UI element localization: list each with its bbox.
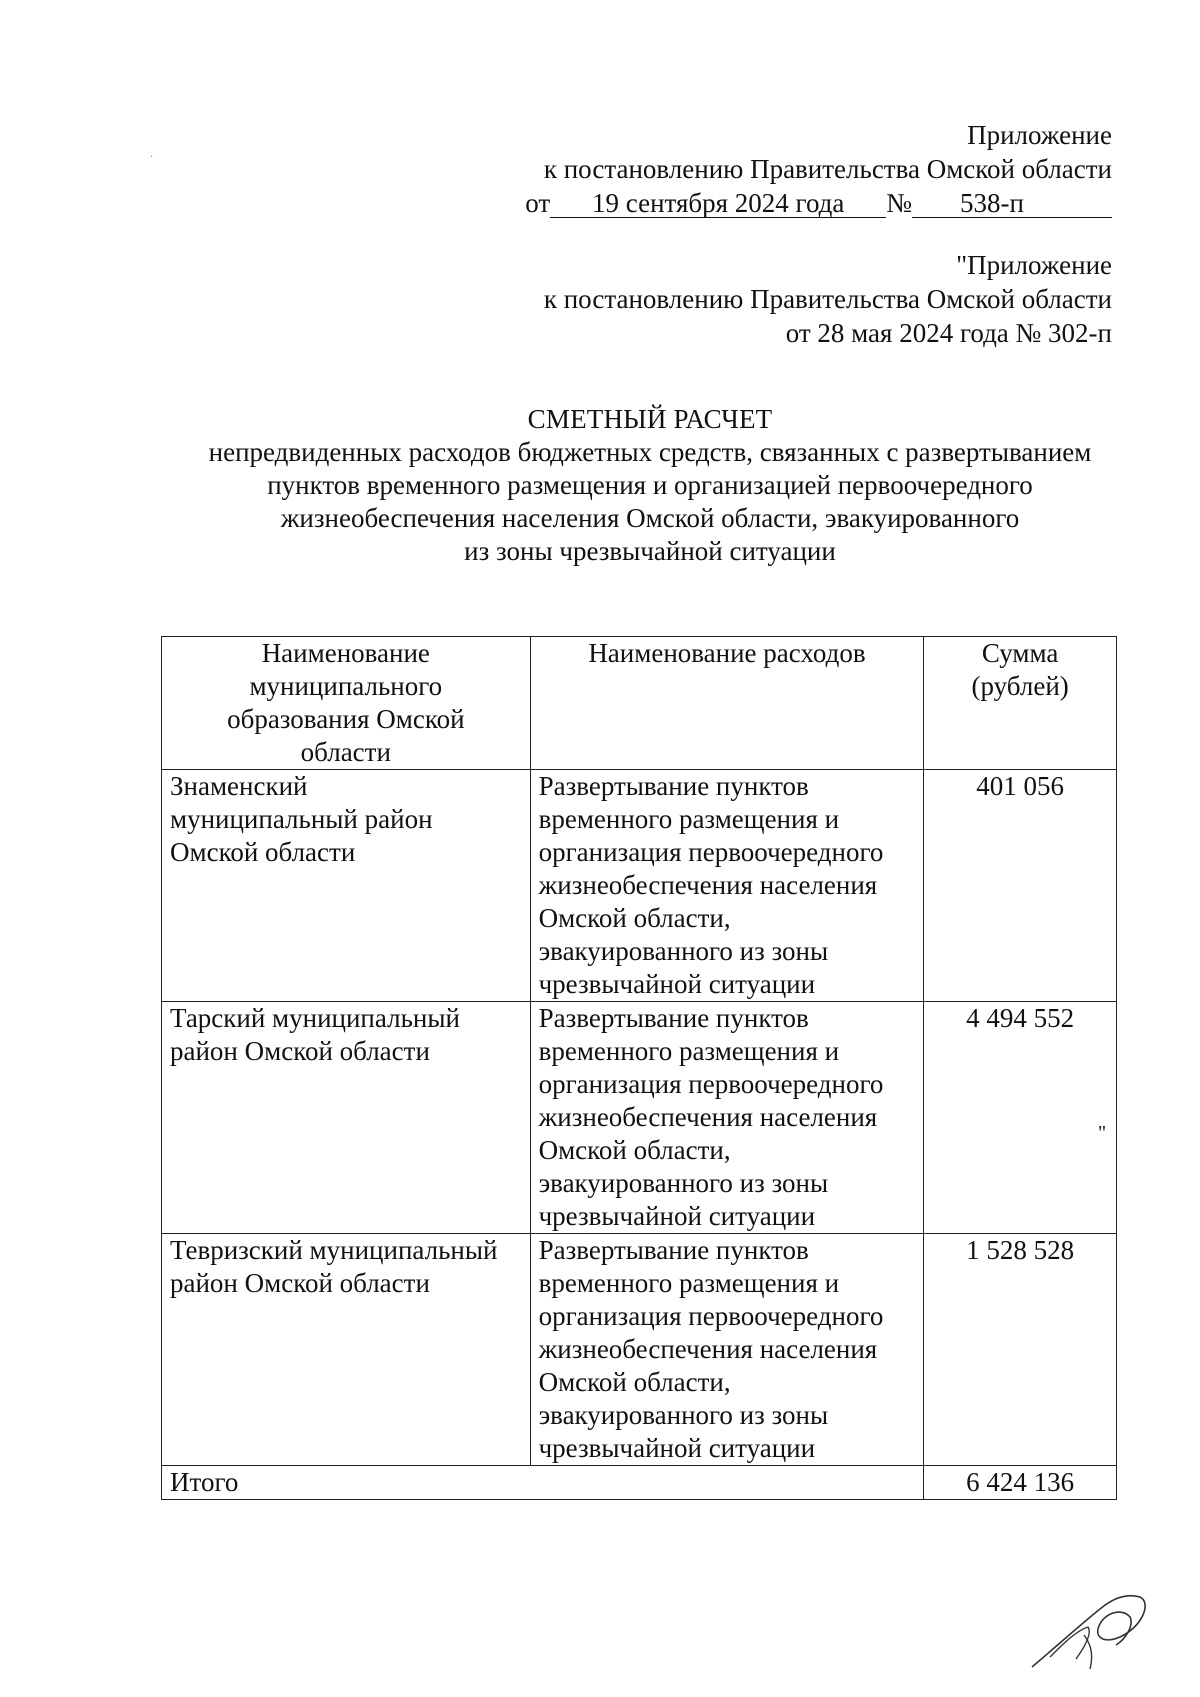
document-heading (170, 403, 1130, 568)
closing-quote-mark: " (1098, 1122, 1107, 1144)
municipality-cell (162, 1234, 531, 1466)
header-municipality-line: Наименование (261, 638, 430, 668)
cell-line: временного размещения и (538, 804, 840, 834)
total-row (162, 1466, 1117, 1500)
handwritten-signature (1028, 1587, 1156, 1673)
cell-line: Тарский муниципальный (170, 1003, 460, 1033)
header-municipality (162, 637, 531, 770)
amount-cell: 4 494 552 (924, 1002, 1117, 1234)
cell-line: организация первоочередного (538, 1069, 884, 1099)
cell-line: чрезвычайной ситуации (538, 1201, 816, 1231)
cell-line: район Омской области (170, 1268, 430, 1298)
cell-line: район Омской области (170, 1036, 430, 1066)
cell-line: Тевризский муниципальный (170, 1235, 498, 1265)
decree-date: 19 сентября 2024 года (550, 189, 886, 218)
header-municipality-line: области (300, 737, 391, 767)
cell-line: эвакуированного из зоны (538, 1168, 829, 1198)
number-sign: № (886, 188, 912, 218)
cell-line: Развертывание пунктов (538, 771, 809, 801)
total-label: Итого (162, 1466, 924, 1500)
document-title: СМЕТНЫЙ РАСЧЕТ (527, 404, 773, 434)
appendix-current-block (525, 118, 1112, 220)
expense-cell (530, 1234, 924, 1466)
cell-line: эвакуированного из зоны (538, 936, 829, 966)
cell-line: жизнеобеспечения населения (538, 1102, 878, 1132)
header-municipality-line: образования Омской (227, 704, 465, 734)
cell-line: Омской области, (538, 903, 731, 933)
cell-line: Знаменский (170, 771, 308, 801)
cell-line: жизнеобеспечения населения (538, 1334, 878, 1364)
header-amount (924, 637, 1117, 770)
header-expense (530, 637, 924, 770)
document-subtitle-line-3: жизнеобеспечения населения Омской области, эвакуированного (280, 503, 1020, 533)
appendix-original-ref: к постановлению Правительства Омской области (543, 284, 1112, 314)
appendix-original-date: от 28 мая 2024 года № 302-п (785, 318, 1112, 348)
date-prefix: от (525, 188, 551, 218)
document-subtitle-line-4: из зоны чрезвычайной ситуации (464, 536, 836, 566)
cell-line: Омской области, (538, 1367, 731, 1397)
cell-line: временного размещения и (538, 1268, 840, 1298)
cell-line: муниципальный район (170, 804, 433, 834)
cell-line: чрезвычайной ситуации (538, 969, 816, 999)
cell-line: Развертывание пунктов (538, 1003, 809, 1033)
cell-line: временного размещения и (538, 1036, 840, 1066)
cell-line: эвакуированного из зоны (538, 1400, 829, 1430)
appendix-original-block (544, 248, 1112, 350)
amount-cell: 1 528 528 (924, 1234, 1117, 1466)
municipality-cell (162, 1002, 531, 1234)
table-header-row (162, 637, 1117, 770)
appendix-original-title: "Приложение (956, 250, 1112, 280)
appendix-current-date-line (525, 186, 1112, 220)
amount-cell: 401 056 (924, 770, 1117, 1002)
cell-line: Омской области (170, 837, 356, 867)
document-subtitle-line-2: пунктов временного размещения и организацией первоочередного (267, 470, 1033, 500)
cell-line: Развертывание пунктов (538, 1235, 809, 1265)
header-municipality-line: муниципального (249, 671, 443, 701)
table-row (162, 770, 1117, 1002)
expense-cell (530, 770, 924, 1002)
total-amount: 6 424 136 (924, 1466, 1117, 1500)
table-row (162, 1002, 1117, 1234)
cell-line: чрезвычайной ситуации (538, 1433, 816, 1463)
cell-line: организация первоочередного (538, 1301, 884, 1331)
appendix-current-title: Приложение (967, 120, 1112, 150)
header-amount-line: (рублей) (971, 671, 1069, 701)
cell-line: жизнеобеспечения населения (538, 870, 878, 900)
header-expense-line: Наименование расходов (588, 638, 866, 668)
cell-line: Омской области, (538, 1135, 731, 1165)
municipality-cell (162, 770, 531, 1002)
decree-number: 538-п (912, 189, 1112, 218)
appendix-current-ref: к постановлению Правительства Омской области (543, 154, 1112, 184)
scan-artifact: · (150, 152, 154, 163)
table-row (162, 1234, 1117, 1466)
header-amount-line: Сумма (981, 638, 1059, 668)
estimate-table (161, 636, 1117, 1500)
cell-line: организация первоочередного (538, 837, 884, 867)
expense-cell (530, 1002, 924, 1234)
document-subtitle-line-1: непредвиденных расходов бюджетных средств, связанных с развертыванием (208, 437, 1092, 467)
